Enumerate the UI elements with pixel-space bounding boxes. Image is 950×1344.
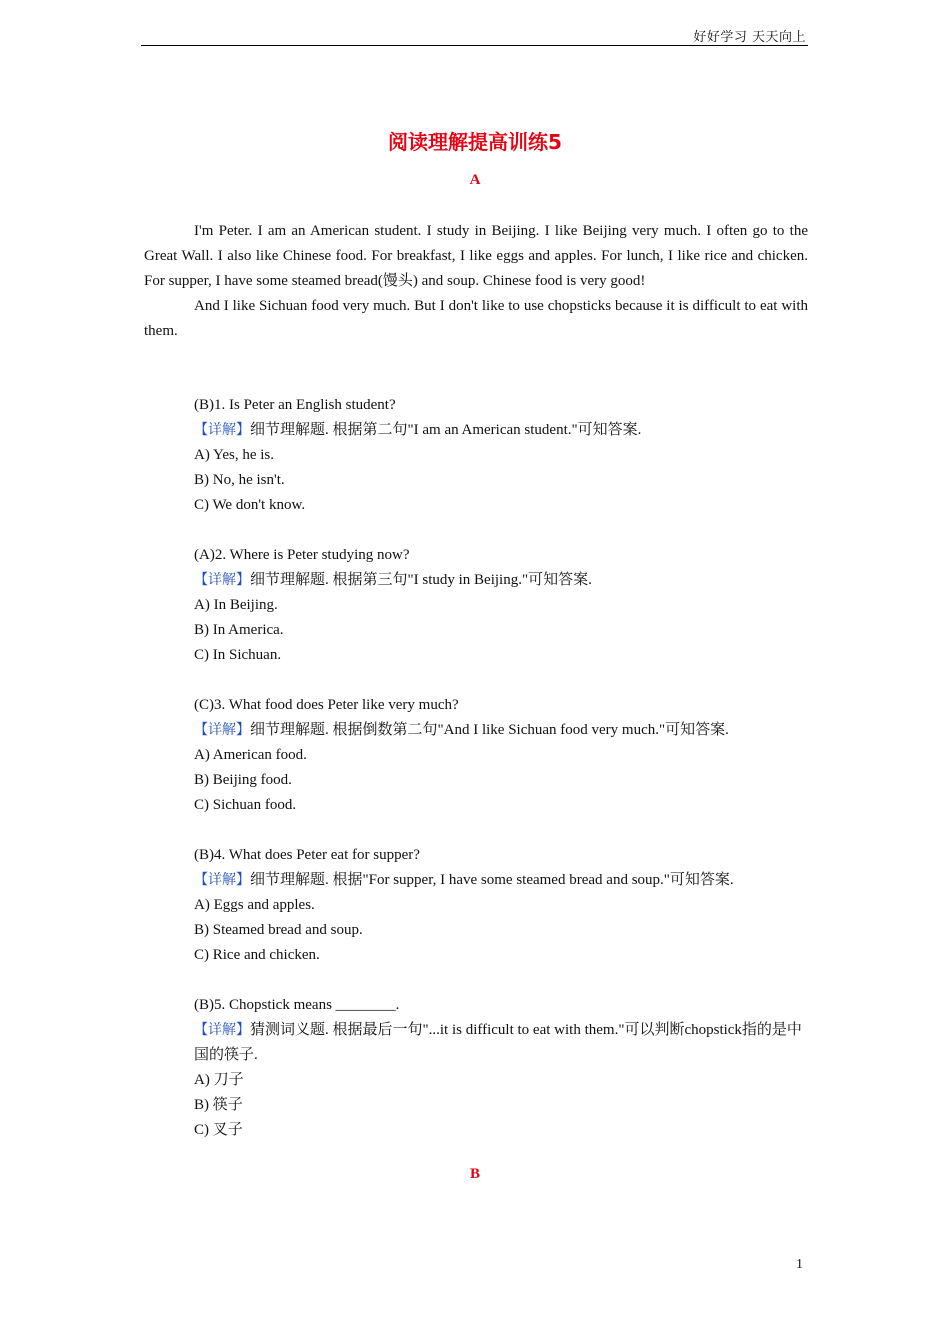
question-text: (B)5. Chopstick means ________. (194, 997, 400, 1013)
question-4 (144, 843, 816, 968)
option-b: B) Steamed bread and soup. (194, 922, 363, 938)
question-explanation (144, 718, 816, 743)
section-b-label: B (469, 1166, 480, 1182)
question-2 (144, 543, 816, 668)
option-c: C) We don't know. (194, 497, 306, 513)
section-a-label: A (469, 172, 481, 188)
explanation-text: 细节理解题. 根据倒数第二句"And I like Sichuan food very much."可知答案. (250, 722, 729, 738)
passage-paragraph-2: And I like Sichuan food very much. But I don't like to use chopsticks because it is difficult to eat with them. (144, 298, 808, 339)
passage-paragraph-1: I'm Peter. I am an American student. I study in Beijing. I like Beijing very much. I often go to the Great Wall. I also like Chinese food. For breakfast, I like eggs and apples. For lunch, I like rice and chicken. For supper, I have some steamed bread(馒头) and soup. Chinese food is very good! (144, 223, 808, 289)
page-title: 阅读理解提高训练5 (388, 130, 562, 154)
option-a: A) American food. (194, 747, 307, 763)
option-b: B) 筷子 (194, 1097, 243, 1113)
explanation-text: 猜测词义题. 根据最后一句"...it is difficult to eat with them."可以判断chopstick指的是中国的筷子. (194, 1022, 802, 1063)
question-text: (A)2. Where is Peter studying now? (194, 547, 410, 563)
header-slogan: 好好学习 天天向上 (693, 30, 806, 45)
option-a: A) In Beijing. (194, 597, 278, 613)
page-number: 1 (796, 1257, 803, 1272)
option-c: C) 叉子 (194, 1122, 243, 1138)
option-b: B) In America. (194, 622, 284, 638)
option-a: A) 刀子 (194, 1072, 244, 1088)
explanation-text: 细节理解题. 根据第二句"I am an American student."可知答案. (250, 422, 642, 438)
explanation-tag: 【详解】 (194, 722, 250, 738)
question-text: (C)3. What food does Peter like very much? (194, 697, 459, 713)
option-b: B) No, he isn't. (194, 472, 285, 488)
reading-passage (144, 219, 808, 344)
option-a: A) Yes, he is. (194, 447, 275, 463)
question-text: (B)4. What does Peter eat for supper? (194, 847, 420, 863)
question-text: (B)1. Is Peter an English student? (194, 397, 396, 413)
explanation-tag: 【详解】 (194, 1022, 250, 1038)
question-explanation (144, 418, 816, 443)
question-explanation (144, 568, 816, 593)
option-a: A) Eggs and apples. (194, 897, 315, 913)
question-3 (144, 693, 816, 818)
question-list (144, 393, 816, 1168)
question-explanation (144, 1018, 816, 1068)
explanation-tag: 【详解】 (194, 572, 250, 588)
option-c: C) In Sichuan. (194, 647, 282, 663)
option-c: C) Rice and chicken. (194, 947, 320, 963)
question-5 (144, 993, 816, 1143)
explanation-tag: 【详解】 (194, 422, 250, 438)
option-b: B) Beijing food. (194, 772, 292, 788)
explanation-tag: 【详解】 (194, 872, 250, 888)
explanation-text: 细节理解题. 根据第三句"I study in Beijing."可知答案. (250, 572, 592, 588)
option-c: C) Sichuan food. (194, 797, 297, 813)
question-explanation (144, 868, 816, 893)
question-1 (144, 393, 816, 518)
page-header (141, 24, 808, 46)
explanation-text: 细节理解题. 根据"For supper, I have some steamed bread and soup."可知答案. (250, 872, 734, 888)
